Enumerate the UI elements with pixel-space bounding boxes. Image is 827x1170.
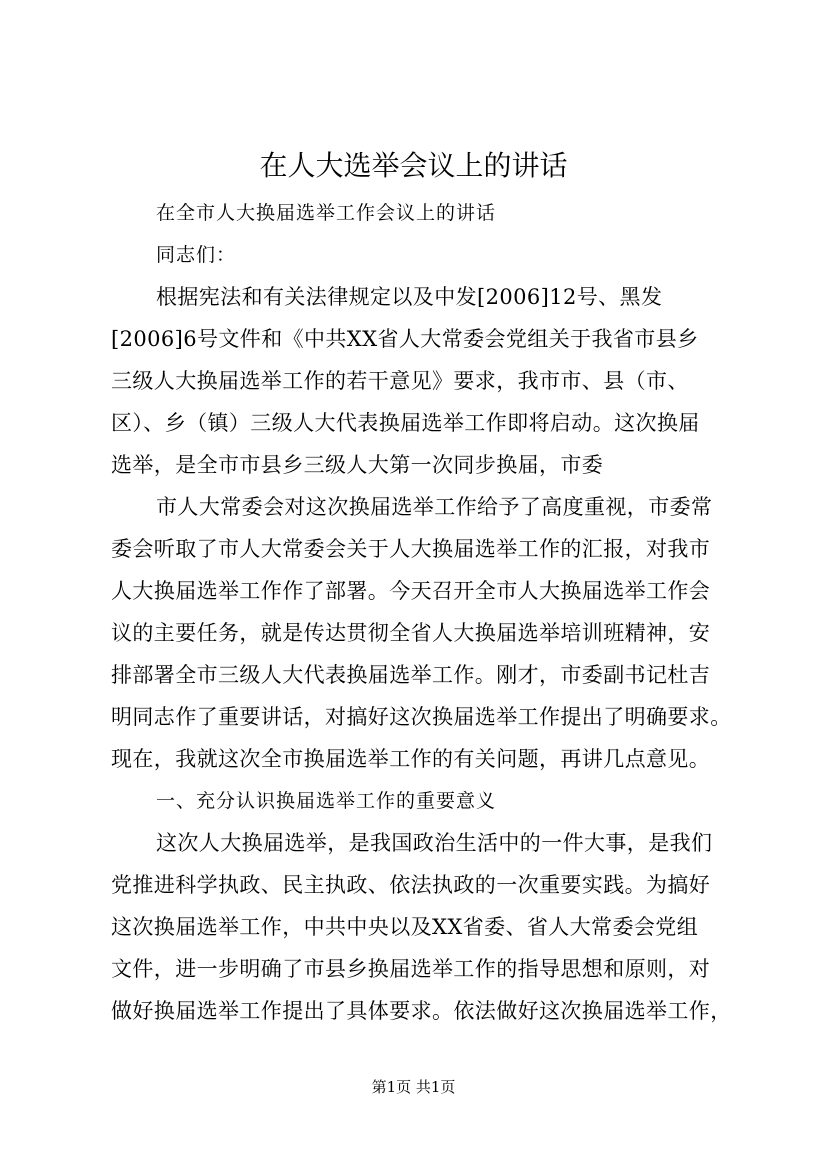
body-line: 根据宪法和有关法律规定以及中发[2006]12号、黑发: [156, 285, 663, 309]
body-line: 议的主要任务，就是传达贯彻全省人大换届选举培训班精神，安: [111, 621, 711, 645]
body-line: 委会听取了市人大常委会关于人大换届选举工作的汇报，对我市: [111, 537, 711, 561]
body-line: 选举，是全市市县乡三级人大第一次同步换届，市委: [111, 453, 604, 477]
document-title: 在人大选举会议上的讲话: [259, 149, 568, 182]
body-line: 市人大常委会对这次换届选举工作给予了高度重视，市委常: [156, 495, 713, 519]
body-line: 区）、乡（镇）三级人大代表换届选举工作即将启动。这次换届: [111, 411, 700, 435]
body-line: 做好换届选举工作提出了具体要求。依法做好这次换届选举工作，: [111, 999, 732, 1023]
body-line: 三级人大换届选举工作的若干意见》要求，我市市、县（市、: [111, 369, 689, 393]
page-number: 第1页 共1页: [371, 1078, 456, 1096]
body-line: 这次人大换届选举，是我国政治生活中的一件大事，是我们: [156, 831, 713, 855]
body-line: 排部署全市三级人大代表换届选举工作。刚才，市委副书记杜吉: [111, 663, 711, 687]
section-heading: 一、充分认识换届选举工作的重要意义: [156, 790, 497, 812]
subtitle-line: 在全市人大换届选举工作会议上的讲话: [156, 202, 497, 224]
salutation-line: 同志们：: [156, 244, 237, 266]
document-body: [111, 192, 739, 1032]
body-line: 文件，进一步明确了市县乡换届选举工作的指导思想和原则，对: [111, 957, 711, 981]
body-line: 明同志作了重要讲话，对搞好这次换届选举工作提出了明确要求。: [111, 705, 732, 729]
body-line: 人大换届选举工作作了部署。今天召开全市人大换届选举工作会: [111, 579, 711, 603]
body-line: [2006]6号文件和《中共XX省人大常委会党组关于我省市县乡: [111, 327, 699, 351]
body-line: 这次换届选举工作，中共中央以及XX省委、省人大常委会党组: [111, 915, 699, 939]
body-line: 现在，我就这次全市换届选举工作的有关问题，再讲几点意见。: [111, 747, 711, 771]
body-line: 党推进科学执政、民主执政、依法执政的一次重要实践。为搞好: [111, 873, 711, 897]
